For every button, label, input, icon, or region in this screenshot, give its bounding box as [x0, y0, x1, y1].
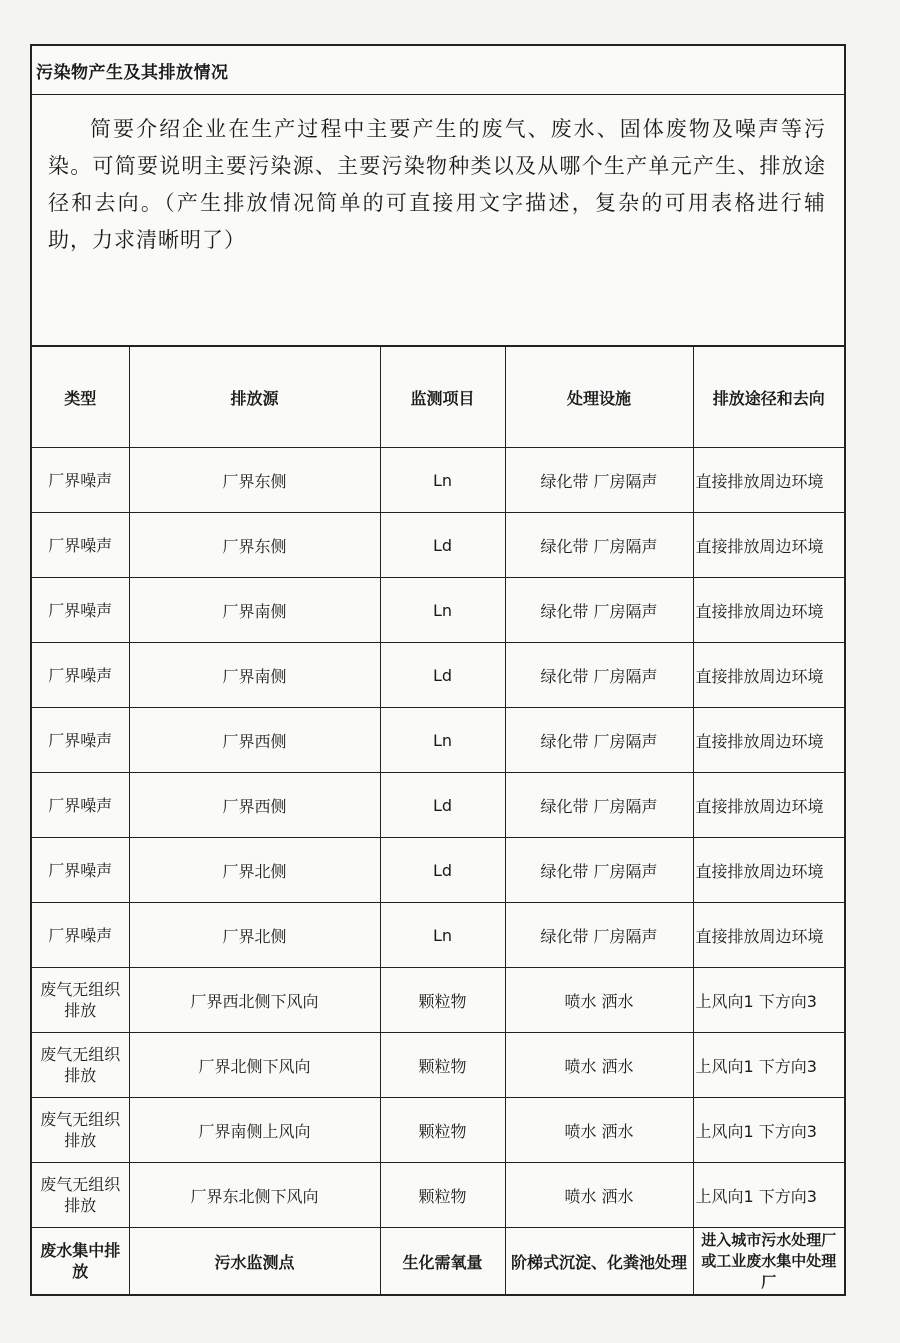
table-row — [32, 708, 844, 773]
table-row — [32, 1228, 844, 1295]
cell-treatment: 绿化带 厂房隔声 — [505, 448, 693, 513]
cell-type: 厂界噪声 — [32, 903, 129, 968]
cell-type: 厂界噪声 — [32, 773, 129, 838]
cell-route: 直接排放周边环境 — [693, 513, 844, 578]
cell-source: 厂界南侧 — [129, 643, 380, 708]
cell-treatment: 绿化带 厂房隔声 — [505, 773, 693, 838]
cell-route: 上风向1 下方向3 — [693, 968, 844, 1033]
cell-type: 厂界噪声 — [32, 513, 129, 578]
cell-source: 厂界东侧 — [129, 513, 380, 578]
table-header-row — [32, 347, 844, 448]
header-type: 类型 — [32, 347, 129, 448]
cell-source: 厂界西侧 — [129, 708, 380, 773]
cell-treatment: 绿化带 厂房隔声 — [505, 708, 693, 773]
cell-source: 厂界西北侧下风向 — [129, 968, 380, 1033]
table-row — [32, 578, 844, 643]
table-row — [32, 643, 844, 708]
cell-type: 废气无组织排放 — [32, 1163, 129, 1228]
cell-treatment: 喷水 洒水 — [505, 968, 693, 1033]
cell-source: 厂界东北侧下风向 — [129, 1163, 380, 1228]
header-monitor-item: 监测项目 — [380, 347, 505, 448]
cell-monitor-item: Ln — [380, 578, 505, 643]
table-row — [32, 448, 844, 513]
cell-treatment: 绿化带 厂房隔声 — [505, 903, 693, 968]
cell-source: 厂界北侧 — [129, 838, 380, 903]
table-row — [32, 1163, 844, 1228]
emission-table — [32, 347, 844, 1294]
cell-monitor-item: Ld — [380, 513, 505, 578]
section-title: 污染物产生及其排放情况 — [32, 46, 844, 95]
cell-type: 废气无组织排放 — [32, 1033, 129, 1098]
cell-source: 厂界北侧 — [129, 903, 380, 968]
cell-source: 厂界南侧上风向 — [129, 1098, 380, 1163]
table-row — [32, 513, 844, 578]
cell-monitor-item: Ld — [380, 838, 505, 903]
table-row — [32, 773, 844, 838]
cell-monitor-item: Ln — [380, 708, 505, 773]
cell-source: 厂界南侧 — [129, 578, 380, 643]
document-page — [30, 44, 846, 1296]
table-row — [32, 903, 844, 968]
cell-monitor-item: Ld — [380, 773, 505, 838]
cell-treatment: 绿化带 厂房隔声 — [505, 643, 693, 708]
cell-route: 直接排放周边环境 — [693, 708, 844, 773]
cell-route: 进入城市污水处理厂或工业废水集中处理厂 — [693, 1228, 844, 1295]
table-row — [32, 1098, 844, 1163]
cell-type: 厂界噪声 — [32, 578, 129, 643]
cell-treatment: 喷水 洒水 — [505, 1163, 693, 1228]
cell-route: 直接排放周边环境 — [693, 578, 844, 643]
cell-route: 直接排放周边环境 — [693, 773, 844, 838]
cell-route: 上风向1 下方向3 — [693, 1163, 844, 1228]
cell-route: 直接排放周边环境 — [693, 903, 844, 968]
cell-monitor-item: Ld — [380, 643, 505, 708]
cell-route: 直接排放周边环境 — [693, 838, 844, 903]
cell-type: 厂界噪声 — [32, 708, 129, 773]
cell-treatment: 绿化带 厂房隔声 — [505, 838, 693, 903]
table-row — [32, 968, 844, 1033]
cell-treatment: 绿化带 厂房隔声 — [505, 578, 693, 643]
cell-source: 污水监测点 — [129, 1228, 380, 1295]
cell-source: 厂界北侧下风向 — [129, 1033, 380, 1098]
cell-type: 厂界噪声 — [32, 838, 129, 903]
cell-source: 厂界西侧 — [129, 773, 380, 838]
cell-type: 厂界噪声 — [32, 448, 129, 513]
cell-route: 直接排放周边环境 — [693, 448, 844, 513]
cell-treatment: 喷水 洒水 — [505, 1033, 693, 1098]
cell-treatment: 阶梯式沉淀、化粪池处理 — [505, 1228, 693, 1295]
table-row — [32, 838, 844, 903]
cell-route: 上风向1 下方向3 — [693, 1098, 844, 1163]
cell-source: 厂界东侧 — [129, 448, 380, 513]
cell-type: 废气无组织排放 — [32, 968, 129, 1033]
cell-monitor-item: 颗粒物 — [380, 968, 505, 1033]
intro-paragraph: 简要介绍企业在生产过程中主要产生的废气、废水、固体废物及噪声等污染。可简要说明主要污染源、主要污染物种类以及从哪个生产单元产生、排放途径和去向。（产生排放情况简单的可直接用文字描述，复杂的可用表格进行辅助，力求清晰明了） — [32, 95, 844, 347]
cell-treatment: 喷水 洒水 — [505, 1098, 693, 1163]
cell-monitor-item: 生化需氧量 — [380, 1228, 505, 1295]
cell-monitor-item: 颗粒物 — [380, 1098, 505, 1163]
table-row — [32, 1033, 844, 1098]
cell-route: 上风向1 下方向3 — [693, 1033, 844, 1098]
cell-monitor-item: Ln — [380, 903, 505, 968]
header-treatment: 处理设施 — [505, 347, 693, 448]
cell-type: 废气无组织排放 — [32, 1098, 129, 1163]
table-body — [32, 448, 844, 1295]
cell-monitor-item: 颗粒物 — [380, 1033, 505, 1098]
cell-route: 直接排放周边环境 — [693, 643, 844, 708]
header-source: 排放源 — [129, 347, 380, 448]
cell-treatment: 绿化带 厂房隔声 — [505, 513, 693, 578]
header-route: 排放途径和去向 — [693, 347, 844, 448]
cell-type: 厂界噪声 — [32, 643, 129, 708]
cell-monitor-item: 颗粒物 — [380, 1163, 505, 1228]
cell-type: 废水集中排放 — [32, 1228, 129, 1295]
cell-monitor-item: Ln — [380, 448, 505, 513]
